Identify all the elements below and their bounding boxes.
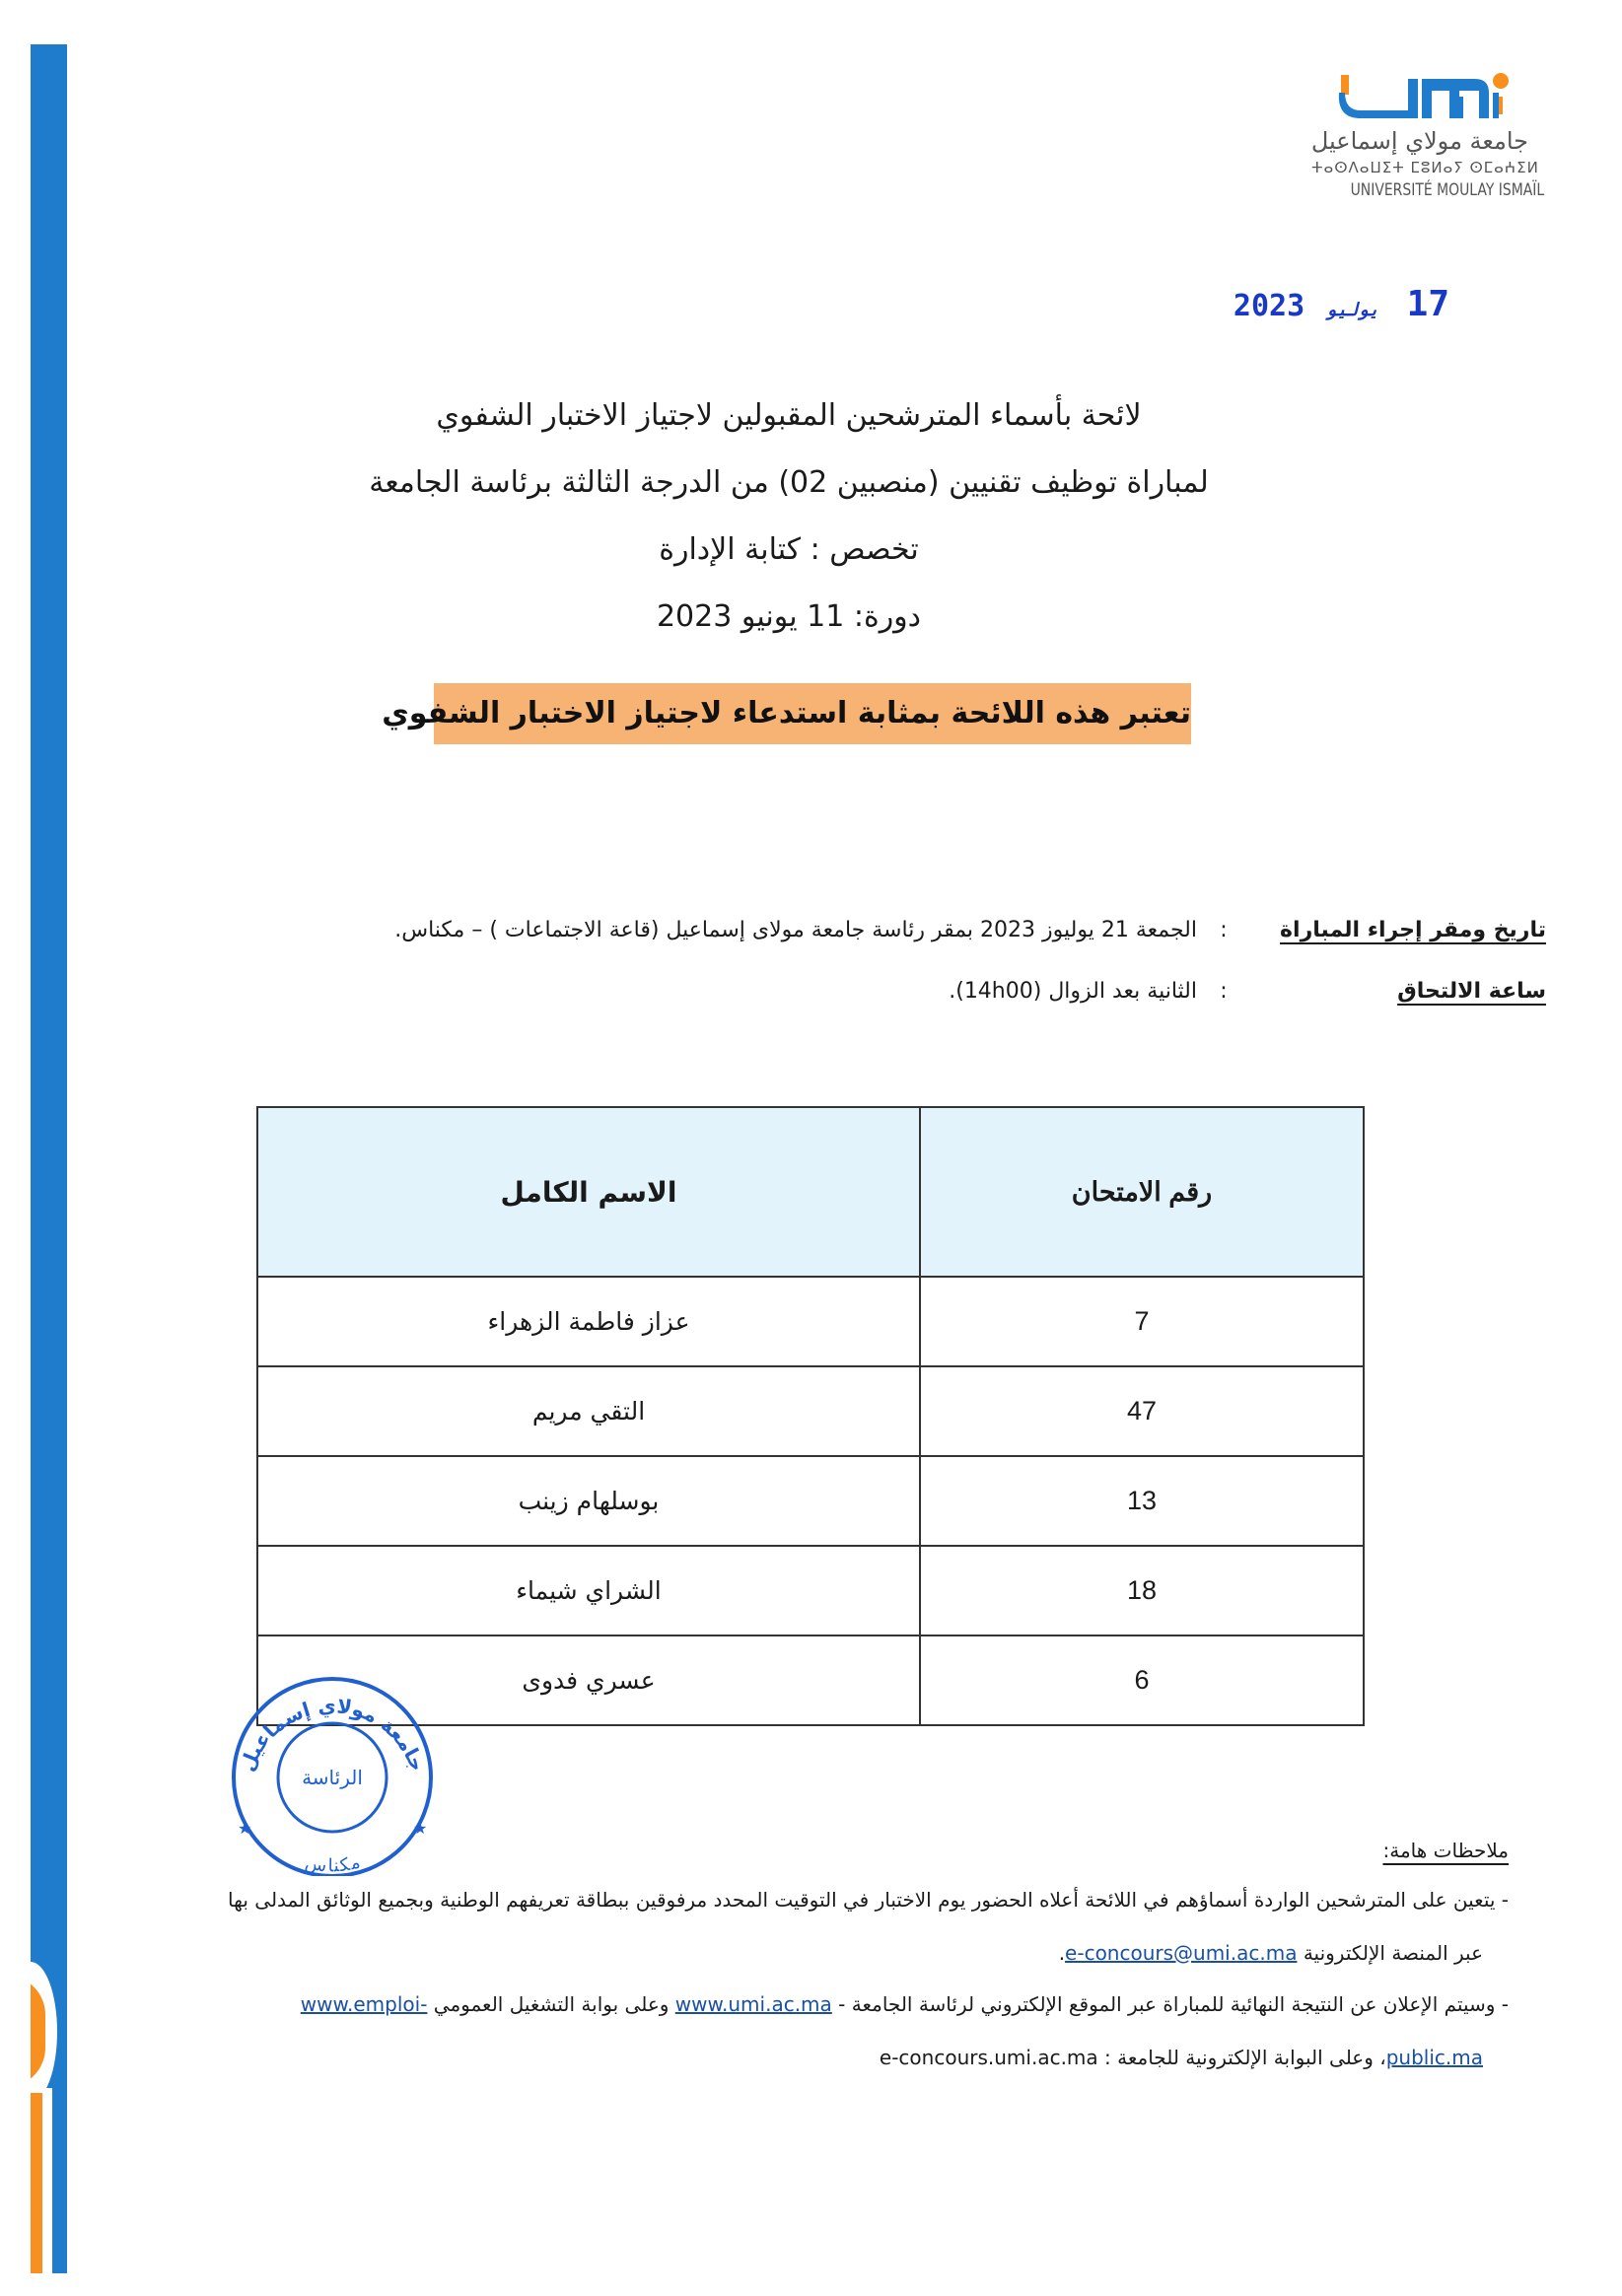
cell-exam-number: 7: [920, 1277, 1364, 1366]
candidates-table: [256, 1106, 1365, 1726]
title-line-4: دورة: 11 يونيو 2023: [656, 599, 922, 634]
info-value: الجمعة 21 يوليوز 2023 بمقر رئاسة جامعة مولاى إسماعيل (قاعة الاجتماعات ) – مكناس.: [394, 918, 1197, 942]
title-line-1: لائحة بأسماء المترشحين المقبولين لاجتياز الاختبار الشفوي: [436, 398, 1142, 433]
document-title: [296, 383, 1282, 651]
note-2-portal-label: ، وعلى البوابة الإلكترونية للجامعة :: [1104, 2046, 1386, 2069]
university-website-link[interactable]: www.umi.ac.ma: [674, 1992, 832, 2016]
cell-full-name: عزاز فاطمة الزهراء: [257, 1277, 920, 1366]
note-2-line-1: [108, 1989, 1509, 2019]
note-1-line-2: [108, 1938, 1509, 1968]
email-link[interactable]: e-concours@umi.ac.ma: [1065, 1941, 1298, 1965]
convocation-notice: تعتبر هذه اللائحة بمثابة استدعاء لاجتياز الاختبار الشفوي: [434, 683, 1191, 744]
date-stamp: [1233, 284, 1449, 324]
title-line-2: لمباراة توظيف تقنيين (منصبين 02) من الدرجة الثالثة برئاسة الجامعة: [369, 465, 1209, 500]
table-row: [257, 1546, 1364, 1635]
header-full-name: الاسم الكامل: [257, 1107, 920, 1277]
info-row-date-place: [237, 915, 1546, 946]
cell-exam-number: 47: [920, 1366, 1364, 1456]
title-line-3: تخصص : كتابة الإدارة: [659, 532, 919, 567]
emploi-public-link-part1[interactable]: www.emploi-: [300, 1992, 428, 2016]
seal-outer-text: جامعة مولاي إسماعيل: [235, 1693, 430, 1774]
info-label: تاريخ ومقر إجراء المباراة: [1280, 918, 1546, 942]
e-concours-portal: e-concours.umi.ac.ma: [879, 2046, 1098, 2069]
note-1-suffix: .: [1058, 1941, 1066, 1965]
cell-full-name: التقي مريم: [257, 1366, 920, 1456]
notes-title: ملاحظات هامة:: [1382, 1839, 1509, 1862]
date-month: يوليو: [1325, 300, 1379, 320]
emploi-public-link-part2[interactable]: public.ma: [1385, 2046, 1483, 2069]
info-colon: :: [1220, 918, 1228, 942]
side-bar-blue: [31, 44, 67, 1977]
cell-exam-number: 6: [920, 1635, 1364, 1725]
seal-center-text: الرئاسة: [302, 1766, 363, 1789]
info-value: الثانية بعد الزوال (14h00).: [949, 979, 1197, 1004]
table-row: [257, 1277, 1364, 1366]
info-label: ساعة الالتحاق: [1397, 979, 1546, 1004]
side-bar-blue-bottom: [52, 2088, 67, 2273]
cell-full-name: الشراي شيماء: [257, 1546, 920, 1635]
logo-name-french: UNIVERSITÉ MOULAY ISMAÏL: [1350, 180, 1545, 200]
info-colon: :: [1220, 979, 1228, 1004]
logo-name-tifinagh: ⵜⴰⵙⴷⴰⵡⵉⵜ ⵎⵓⵍⴰⵢ ⵙⵎⴰⵄⵉⵍ: [1311, 159, 1539, 176]
note-2-line-2: [108, 2043, 1509, 2072]
side-bar-orange: [31, 2093, 42, 2273]
table-header-row: [257, 1107, 1364, 1277]
official-seal: [212, 1664, 454, 1876]
umi-logo-icon: [1311, 69, 1548, 124]
header-exam-number: رقم الامتحان: [920, 1107, 1364, 1277]
note-2-text: - وسيتم الإعلان عن النتيجة النهائية للمباراة عبر الموقع الإلكتروني لرئاسة الجامعة -: [838, 1992, 1509, 2016]
cell-exam-number: 18: [920, 1546, 1364, 1635]
note-2-mid: وعلى بوابة التشغيل العمومي: [433, 1992, 670, 2016]
table-row: [257, 1366, 1364, 1456]
university-logo: [1311, 69, 1548, 217]
date-day: 17: [1406, 284, 1449, 324]
seal-star-icon: ★: [238, 1819, 252, 1838]
cell-full-name: بوسلهام زينب: [257, 1456, 920, 1546]
date-year: 2023: [1233, 289, 1305, 323]
cell-exam-number: 13: [920, 1456, 1364, 1546]
seal-bottom-text: مكناس: [303, 1851, 363, 1876]
note-1-text: عبر المنصة الإلكترونية: [1303, 1941, 1483, 1965]
info-row-arrival-time: [237, 976, 1546, 1008]
table-row: [257, 1456, 1364, 1546]
seal-star-icon: ★: [413, 1819, 428, 1838]
note-1-line-1: - يتعين على المترشحين الواردة أسماؤهم في اللائحة أعلاه الحضور يوم الاختبار في التوقيت المحدد مرفوقين ببطاقة تعريفهم الوطنية وبجميع الوثائق المدلى بها: [228, 1888, 1509, 1912]
cell-full-name: عسري فدوى: [257, 1635, 920, 1725]
logo-name-arabic: جامعة مولاي إسماعيل: [1310, 127, 1528, 155]
